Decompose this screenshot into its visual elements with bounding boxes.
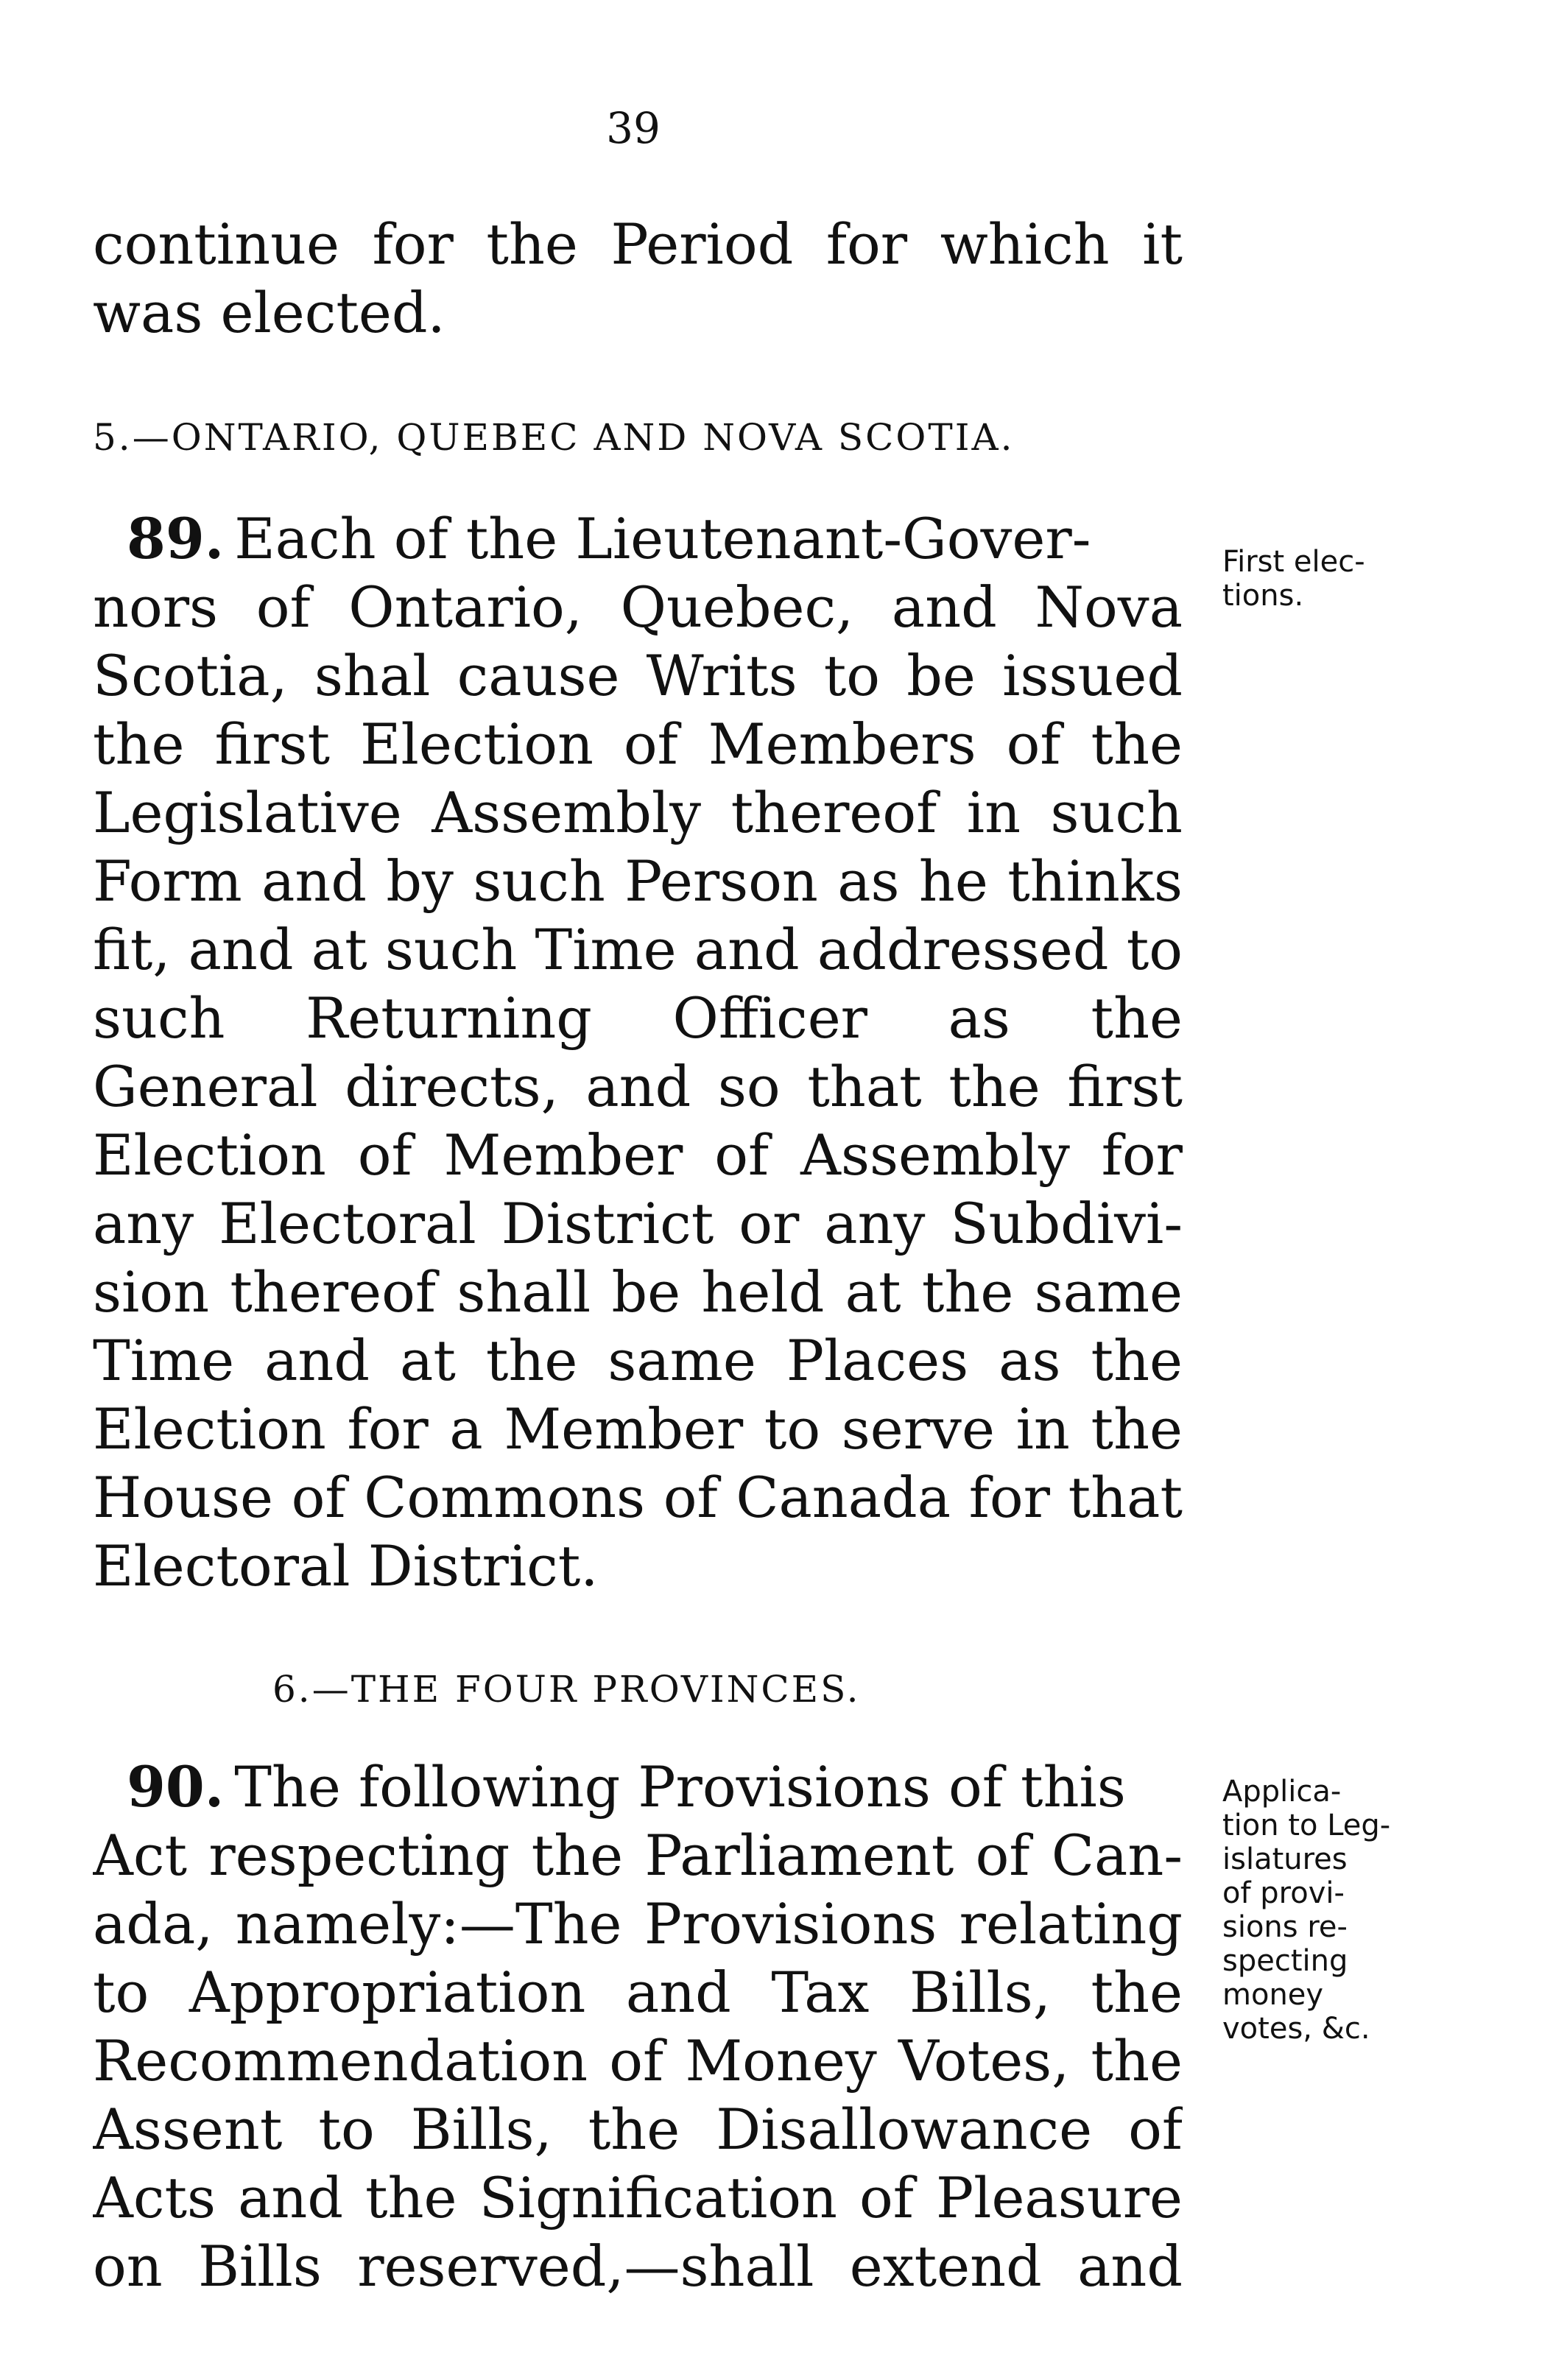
text-line: Election of Member of Assembly for: [93, 1122, 1183, 1188]
text-line: Form and by such Person as he thinks: [93, 848, 1183, 914]
section-number: 90.: [127, 1754, 225, 1820]
margin-note-application-to-legislatures: [1222, 1775, 1390, 2046]
text-line: such Returning Officer as the: [93, 985, 1183, 1051]
page-number: 39: [606, 103, 661, 153]
section-heading-four-provinces: 6.—THE FOUR PROVINCES.: [272, 1668, 861, 1711]
section-heading-ontario-quebec-nova-scotia: 5.—ONTARIO, QUEBEC AND NOVA SCOTIA.: [93, 416, 1015, 459]
text-line: sion thereof shall be held at the same: [93, 1259, 1183, 1325]
section-number: 89.: [127, 506, 225, 571]
text-line: fit, and at such Time and addressed to: [93, 917, 1183, 982]
margin-note-first-elections: [1222, 545, 1365, 613]
margin-note-line: votes, &c.: [1222, 2012, 1370, 2046]
text-line: to Appropriation and Tax Bills, the: [93, 1960, 1183, 2025]
text-line: continue for the Period for which it: [93, 211, 1183, 277]
text-line: nors of Ontario, Quebec, and Nova: [93, 574, 1183, 640]
text-line: Each of the Lieutenant-Gover-: [234, 506, 1091, 571]
text-line: Recommendation of Money Votes, the: [93, 2028, 1183, 2094]
text-line: on Bills reserved,—shall extend and: [93, 2233, 1183, 2299]
paragraph-first-line: [93, 1753, 1183, 1821]
text-line: Assent to Bills, the Disallowance of: [93, 2096, 1183, 2162]
text-line: Electoral District.: [93, 1533, 599, 1599]
margin-note-line: specting: [1222, 1944, 1348, 1978]
text-line: House of Commons of Canada for that: [93, 1465, 1183, 1530]
text-line: Act respecting the Parliament of Can-: [93, 1823, 1183, 1888]
margin-note-line: First elec-: [1222, 545, 1365, 579]
continuation-text: [93, 210, 1183, 347]
text-line: Scotia, shal cause Writs to be issued: [93, 643, 1183, 708]
margin-note-line: sions re-: [1222, 1910, 1348, 1944]
section-89-paragraph: [93, 504, 1183, 1600]
text-line: Legislative Assembly thereof in such: [93, 780, 1183, 845]
text-line: Time and at the same Places as the: [93, 1328, 1183, 1393]
section-90-paragraph: [93, 1753, 1183, 2300]
margin-note-line: money: [1222, 1978, 1324, 2012]
margin-note-line: tion to Leg-: [1222, 1809, 1391, 1842]
margin-note-line: Applica-: [1222, 1775, 1342, 1809]
text-line: was elected.: [93, 280, 446, 345]
margin-note-line: islatures: [1222, 1842, 1348, 1876]
text-line: any Electoral District or any Subdivi-: [93, 1191, 1183, 1256]
margin-note-line: tions.: [1222, 579, 1304, 613]
paragraph-first-line: [93, 504, 1183, 573]
text-line: the first Election of Members of the: [93, 711, 1183, 777]
text-line: The following Provisions of this: [234, 1754, 1126, 1820]
margin-note-line: of provi-: [1222, 1876, 1345, 1910]
text-line: Election for a Member to serve in the: [93, 1396, 1183, 1462]
text-line: Acts and the Signification of Pleasure: [93, 2165, 1183, 2231]
text-line: ada, namely:—The Provisions relating: [93, 1891, 1183, 1957]
text-line: General directs, and so that the first: [93, 1054, 1183, 1119]
